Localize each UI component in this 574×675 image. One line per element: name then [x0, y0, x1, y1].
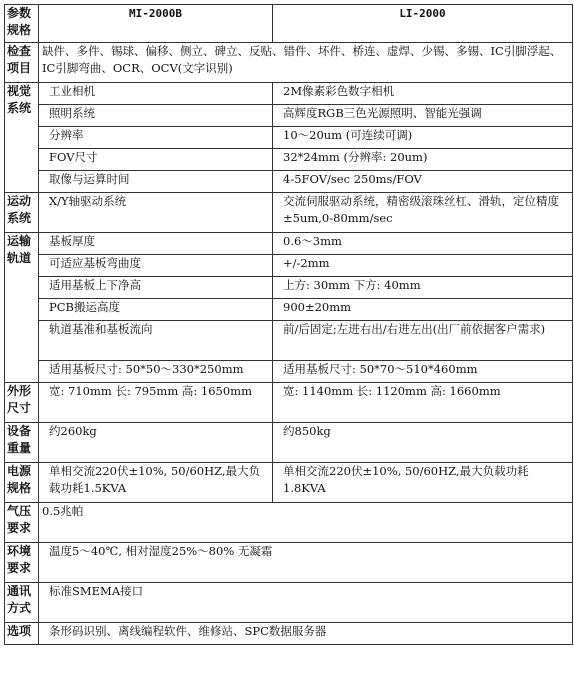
- spec-name: 工业相机: [39, 83, 273, 105]
- spec-value: 高辉度RGB三色光源照明、智能光强调: [273, 105, 573, 127]
- air-value: 0.5兆帕: [39, 503, 573, 543]
- weight-b: 约850kg: [273, 423, 573, 463]
- spec-name: 可适应基板弯曲度: [39, 255, 273, 277]
- power-label: 电源规格: [5, 463, 39, 503]
- spec-value: 4-5FOV/sec 250ms/FOV: [273, 171, 573, 193]
- spec-value: 0.6～3mm: [273, 233, 573, 255]
- spec-value: 900±20mm: [273, 299, 573, 321]
- env-row: [5, 543, 573, 583]
- env-value: 温度5～40℃, 相对湿度25%～80% 无凝霜: [39, 543, 573, 583]
- spec-name: 适用基板上下净高: [39, 277, 273, 299]
- inspection-label: 检查项目: [5, 43, 39, 83]
- options-label: 选项: [5, 623, 39, 645]
- air-row: [5, 503, 573, 543]
- spec-value: 10～20um (可连续可调): [273, 127, 573, 149]
- spec-name: X/Y轴驱动系统: [39, 193, 273, 233]
- weight-label: 设备重量: [5, 423, 39, 463]
- motion-row: [5, 193, 573, 233]
- model-a-heading: MI-2000B: [39, 5, 273, 43]
- dims-b: 宽: 1140mm 长: 1120mm 高: 1660mm: [273, 383, 573, 423]
- board-size-b: 适用基板尺寸: 50*70～510*460mm: [273, 361, 573, 383]
- spec-name: PCB搬运高度: [39, 299, 273, 321]
- spec-name: 分辨率: [39, 127, 273, 149]
- weight-a: 约260kg: [39, 423, 273, 463]
- spec-name: FOV尺寸: [39, 149, 273, 171]
- options-row: [5, 623, 573, 645]
- spec-value: 上方: 30mm 下方: 40mm: [273, 277, 573, 299]
- spec-name: 照明系统: [39, 105, 273, 127]
- power-b: 单相交流220伏±10%, 50/60HZ,最大负载功耗1.8KVA: [273, 463, 573, 503]
- inspection-row: [5, 43, 573, 83]
- vision-label: 视觉系统: [5, 83, 39, 193]
- comm-value: 标准SMEMA接口: [39, 583, 573, 623]
- header-row: [5, 5, 573, 43]
- spec-value: 交流伺服驱动系统，精密级滚珠丝杠、滑轨，定位精度±5um,0-80mm/sec: [273, 193, 573, 233]
- dims-row: [5, 383, 573, 423]
- vision-row: [5, 127, 573, 149]
- spec-value: +/-2mm: [273, 255, 573, 277]
- transport-row: [5, 277, 573, 299]
- dims-label: 外形尺寸: [5, 383, 39, 423]
- env-label: 环境要求: [5, 543, 39, 583]
- power-row: [5, 463, 573, 503]
- motion-label: 运动系统: [5, 193, 39, 233]
- spec-name: 轨道基准和基板流向: [39, 321, 273, 361]
- spec-value: 前/后固定;左进右出/右进左出(出厂前依据客户需求): [273, 321, 573, 361]
- vision-row: [5, 171, 573, 193]
- comm-label: 通讯方式: [5, 583, 39, 623]
- spec-value: 32*24mm (分辨率: 20um): [273, 149, 573, 171]
- vision-row: [5, 105, 573, 127]
- param-label: 参数规格: [5, 5, 39, 43]
- spec-table: [4, 4, 573, 645]
- vision-row: [5, 83, 573, 105]
- comm-row: [5, 583, 573, 623]
- board-size-a: 适用基板尺寸: 50*50～330*250mm: [39, 361, 273, 383]
- transport-row: [5, 321, 573, 361]
- spec-name: 基板厚度: [39, 233, 273, 255]
- transport-row: [5, 233, 573, 255]
- transport-row: [5, 361, 573, 383]
- dims-a: 宽: 710mm 长: 795mm 高: 1650mm: [39, 383, 273, 423]
- weight-row: [5, 423, 573, 463]
- transport-row: [5, 299, 573, 321]
- transport-row: [5, 255, 573, 277]
- vision-row: [5, 149, 573, 171]
- options-value: 条形码识别、离线编程软件、维修站、SPC数据服务器: [39, 623, 573, 645]
- inspection-items: 缺件、多件、锡球、偏移、侧立、碑立、反贴、错件、坏件、桥连、虚焊、少锡、多锡、IC引脚浮起、IC引脚弯曲、OCR、OCV(文字识别): [39, 43, 573, 83]
- power-a: 单相交流220伏±10%, 50/60HZ,最大负载功耗1.5KVA: [39, 463, 273, 503]
- transport-label: 运输轨道: [5, 233, 39, 383]
- spec-value: 2M像素彩色数字相机: [273, 83, 573, 105]
- spec-name: 取像与运算时间: [39, 171, 273, 193]
- air-label: 气压要求: [5, 503, 39, 543]
- model-b-heading: LI-2000: [273, 5, 573, 43]
